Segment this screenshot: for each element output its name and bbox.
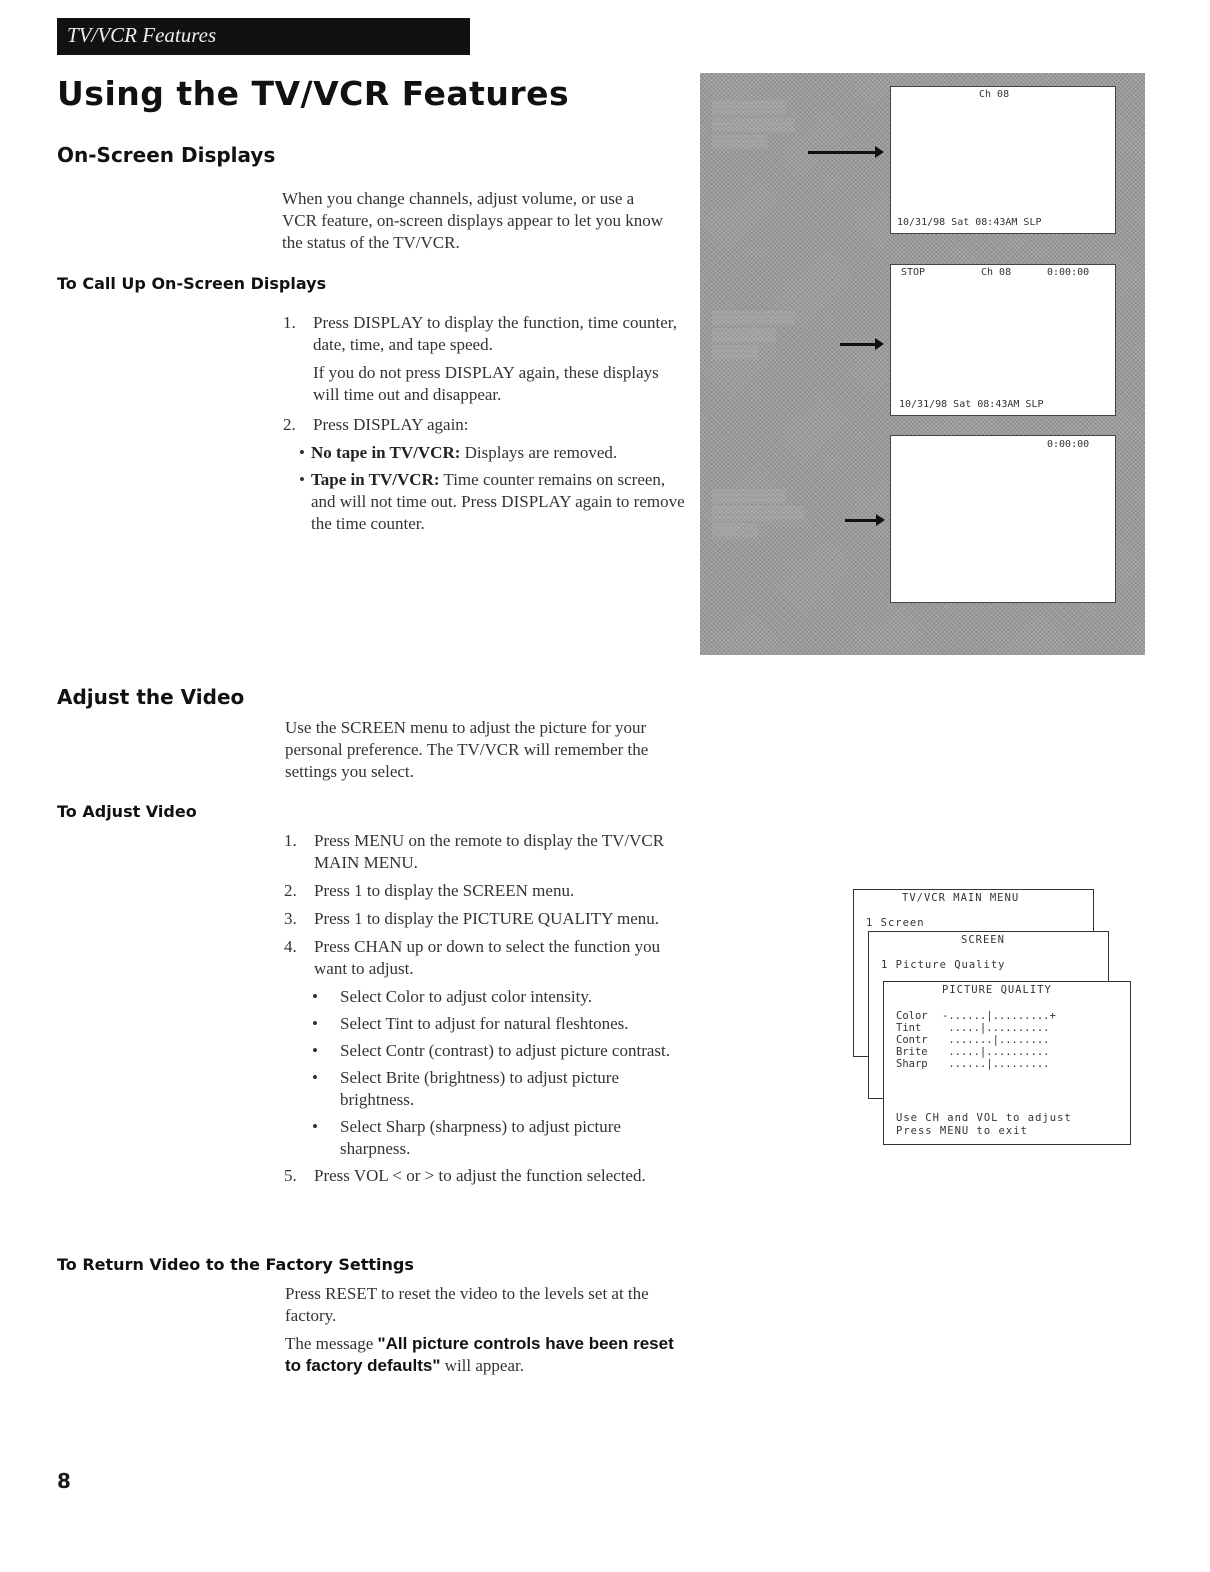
display-screen-3: 0:00:00 (890, 435, 1116, 603)
adjust-heading: Adjust the Video (57, 685, 245, 709)
step1-note: If you do not press DISPLAY again, these displays will time out and disappear. (313, 363, 659, 404)
ghost-caption: ▒▒▒▒▒▒▒▒ ▒▒▒▒▒▒▒▒▒ ▒▒▒▒▒▒ (712, 100, 795, 149)
arrow-icon (845, 519, 879, 522)
reset-message: The message "All picture controls have been reset to factory defaults" will appear. (285, 1334, 674, 1375)
page-number: 8 (57, 1469, 71, 1493)
list-item: 4. Press CHAN up or down to select the function you want to adjust. (284, 937, 661, 978)
section-tab-label: TV/VCR Features (67, 23, 217, 47)
arrow-icon (840, 343, 878, 346)
ghost-caption: ▒▒▒▒▒▒▒▒▒ ▒▒▒▒▒▒▒ ▒▒▒▒▒ (712, 310, 795, 359)
picture-quality-menu: PICTURE QUALITY Color -......|.........+ Tint .....|.......... Contr .......|........ Brite .....|.......... Sharp ......|......... Use CH and VOL to adjust Press MENU to exit (883, 981, 1131, 1145)
to-adjust-heading: To Adjust Video (57, 802, 197, 821)
call-up-steps (283, 312, 685, 540)
ghost-caption: ▒▒▒▒▒▒▒▒ ▒▒▒▒▒▒▒▒▒▒ ▒▒▒▒▒ (712, 488, 805, 537)
adjust-steps (284, 830, 684, 1193)
list-item: • Select Contr (contrast) to adjust picture contrast. (312, 1041, 670, 1060)
call-up-heading: To Call Up On-Screen Displays (57, 274, 327, 293)
page-title: Using the TV/VCR Features (57, 74, 570, 113)
onscreen-heading: On-Screen Displays (57, 143, 276, 167)
adjust-intro: Use the SCREEN menu to adjust the picture for your personal preference. The TV/VCR will remember the settings you select. (285, 718, 649, 781)
section-tab (57, 18, 470, 55)
list-item: • Select Color to adjust color intensity. (312, 987, 592, 1006)
list-item: 5. Press VOL < or > to adjust the function selected. (284, 1166, 646, 1185)
list-item: • Select Brite (brightness) to adjust picture brightness. (312, 1068, 620, 1109)
screen-menu: SCREEN 1 Picture Quality (868, 931, 1109, 1099)
arrow-icon (808, 151, 878, 154)
list-item: • Tape in TV/VCR: Time counter remains on screen, and will not time out. Press DISPLAY again to remove the time counter. (299, 470, 685, 533)
list-item: 2. Press DISPLAY again: (283, 415, 469, 434)
list-item: • No tape in TV/VCR: Displays are removed. (299, 443, 618, 462)
display-screen-2: STOP Ch 08 0:00:00 10/31/98 Sat 08:43AM SLP (890, 264, 1116, 416)
return-heading: To Return Video to the Factory Settings (57, 1255, 414, 1274)
list-item: • Select Sharp (sharpness) to adjust picture sharpness. (312, 1117, 621, 1158)
display-screen-1: Ch 08 10/31/98 Sat 08:43AM SLP (890, 86, 1116, 234)
list-item: • Select Tint to adjust for natural fleshtones. (312, 1014, 629, 1033)
list-item: 1. Press DISPLAY to display the function, time counter, date, time, and tape speed. (283, 313, 677, 354)
list-item: 1. Press MENU on the remote to display the TV/VCR MAIN MENU. (284, 831, 665, 872)
main-menu-screen: TV/VCR MAIN MENU 1 Screen (853, 889, 1094, 1057)
onscreen-intro: When you change channels, adjust volume, or use a VCR feature, on-screen displays appear to let you know the status of the TV/VCR. (282, 189, 663, 252)
list-item: 3. Press 1 to display the PICTURE QUALITY menu. (284, 909, 660, 928)
return-text: Press RESET to reset the video to the levels set at the factory. (285, 1284, 649, 1325)
list-item: 2. Press 1 to display the SCREEN menu. (284, 881, 575, 900)
display-illustration (700, 73, 1145, 655)
